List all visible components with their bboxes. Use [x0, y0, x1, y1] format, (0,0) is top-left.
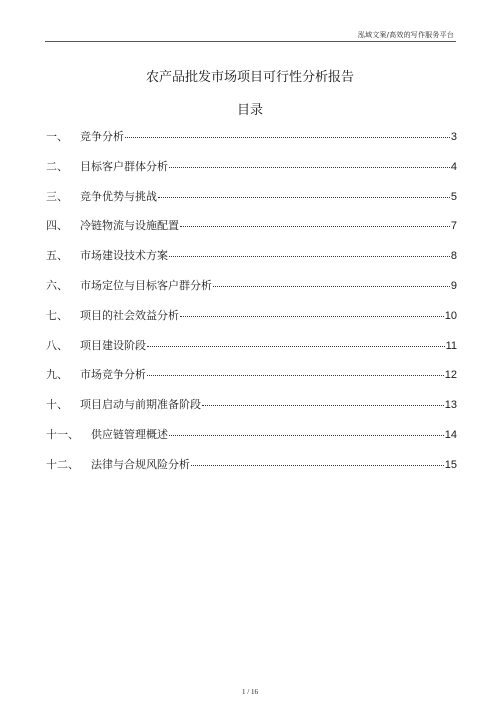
- toc-dot-leader: [180, 316, 444, 317]
- toc-entry-title: 目标客户群体分析: [80, 159, 168, 173]
- toc-entry[interactable]: [46, 157, 457, 187]
- toc-entry-page: 13: [444, 399, 457, 412]
- toc-entry-page: 12: [444, 369, 457, 382]
- toc-entry[interactable]: [46, 246, 457, 276]
- toc-entry[interactable]: [46, 425, 457, 455]
- toc-dot-leader: [213, 286, 450, 287]
- toc-entry-title: 市场定位与目标客户群分析: [80, 278, 212, 292]
- toc-entry[interactable]: [46, 127, 457, 157]
- header-divider: [45, 41, 456, 42]
- toc-heading: 目录: [236, 103, 263, 118]
- toc-entry-number: 八、: [46, 338, 68, 352]
- toc-entry-number: 三、: [46, 189, 68, 203]
- toc-entry-page: 14: [444, 428, 457, 441]
- header-text: 泓域文案/高效的写作服务平台: [357, 31, 454, 39]
- toc-entry-page: 15: [444, 458, 457, 471]
- toc-entry-number: 六、: [46, 278, 68, 292]
- toc-entry-page: 8: [450, 250, 457, 263]
- toc-entry-page: 7: [450, 220, 457, 233]
- toc-entry-number: 十一、: [46, 427, 79, 441]
- toc-entry-title: 市场竞争分析: [80, 368, 146, 382]
- toc-dot-leader: [202, 405, 444, 406]
- toc-dot-leader: [147, 375, 444, 376]
- toc-dot-leader: [191, 465, 444, 466]
- toc-entry-number: 五、: [46, 249, 68, 263]
- toc-dot-leader: [169, 167, 450, 168]
- toc-entry[interactable]: [46, 395, 457, 425]
- toc-entry-title: 竞争优势与挑战: [80, 189, 157, 203]
- toc-entry[interactable]: [46, 216, 457, 246]
- toc-entry-title: 供应链管理概述: [91, 427, 168, 441]
- document-title: 农产品批发市场项目可行性分析报告: [145, 70, 354, 85]
- toc-entry[interactable]: [46, 336, 457, 366]
- toc-entry-title: 竞争分析: [80, 130, 124, 143]
- toc-entry-page: 9: [450, 279, 457, 292]
- toc-entry-title: 项目建设阶段: [80, 338, 146, 352]
- toc-entry-title: 法律与合规风险分析: [91, 457, 190, 471]
- toc-entry-number: 九、: [46, 368, 68, 382]
- toc-dot-leader: [169, 256, 450, 257]
- table-of-contents: [46, 127, 457, 485]
- toc-dot-leader: [180, 226, 450, 227]
- toc-entry-title: 项目启动与前期准备阶段: [80, 398, 201, 412]
- toc-dot-leader: [125, 137, 450, 138]
- toc-entry-title: 项目的社会效益分析: [80, 308, 179, 322]
- toc-entry-title: 冷链物流与设施配置: [80, 219, 179, 233]
- toc-entry-number: 一、: [46, 130, 68, 143]
- toc-entry-page: 5: [450, 190, 457, 203]
- toc-entry-number: 十二、: [46, 457, 79, 471]
- toc-entry-page: 4: [450, 160, 457, 173]
- toc-entry[interactable]: [46, 306, 457, 336]
- toc-entry[interactable]: [46, 455, 457, 485]
- toc-entry-page: 10: [444, 309, 457, 322]
- toc-entry[interactable]: [46, 187, 457, 217]
- page-indicator: 1 / 16: [242, 688, 258, 696]
- toc-dot-leader: [169, 435, 444, 436]
- toc-entry-title: 市场建设技术方案: [80, 249, 168, 263]
- toc-entry-number: 十、: [46, 398, 68, 412]
- toc-entry-number: 七、: [46, 308, 68, 322]
- toc-entry-number: 二、: [46, 159, 68, 173]
- toc-entry[interactable]: [46, 276, 457, 306]
- toc-entry-number: 四、: [46, 219, 68, 233]
- toc-dot-leader: [158, 197, 450, 198]
- toc-entry[interactable]: [46, 365, 457, 395]
- toc-entry-page: 3: [450, 131, 457, 143]
- toc-dot-leader: [147, 346, 445, 347]
- toc-entry-page: 11: [445, 339, 457, 352]
